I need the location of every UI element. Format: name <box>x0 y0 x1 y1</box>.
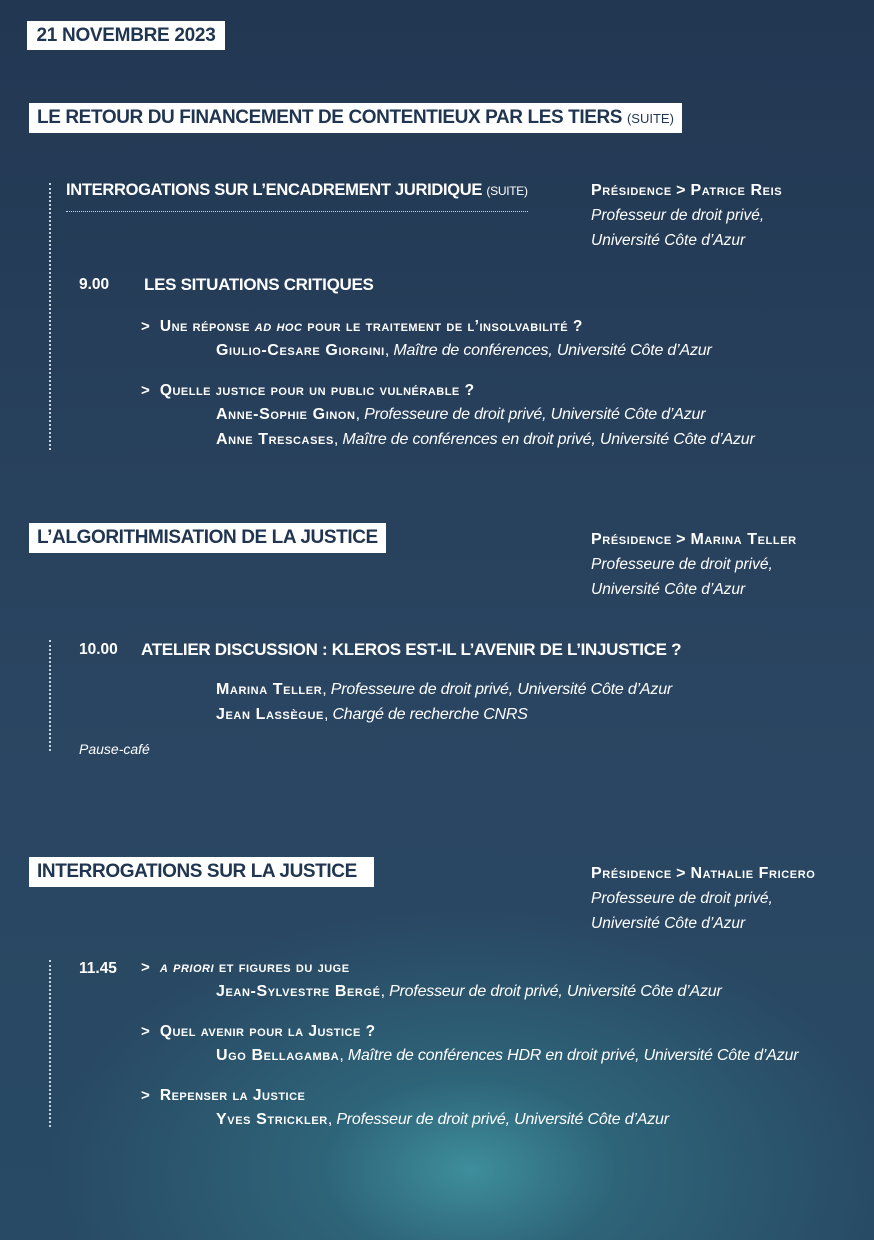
speaker-affiliation: Chargé de recherche CNRS <box>332 706 528 723</box>
speaker-affiliation: Maître de conférences, Université Côte d’Azur <box>393 342 712 359</box>
presidence-label: Présidence <box>591 865 672 882</box>
speaker-affiliation: Maître de conférences en droit privé, Université Côte d’Azur <box>342 431 755 448</box>
speaker-name: Anne Trescases <box>216 431 334 448</box>
subsection-title-text: INTERROGATIONS SUR L’ENCADREMENT JURIDIQUE <box>66 181 483 199</box>
section-2-timeline-line <box>49 640 51 751</box>
session-title: ATELIER DISCUSSION : KLEROS EST-IL L’AVENIR DE L’INJUSTICE ? <box>141 640 682 659</box>
speaker-separator: , <box>355 406 360 423</box>
speaker-name: Jean-Sylvestre Bergé <box>216 983 381 1000</box>
presidence-block-2 <box>591 527 797 602</box>
speaker-affiliation: Professeure de droit privé, Université Côte d’Azur <box>364 406 706 423</box>
speaker-separator: , <box>327 1111 333 1128</box>
section-3-timeline-line <box>49 960 51 1127</box>
presidence-arrow: > <box>676 182 687 199</box>
session-time: 10.00 <box>79 641 118 658</box>
subsection-title-suffix: (SUITE) <box>486 184 528 198</box>
section-title-financement <box>29 103 682 133</box>
speaker-name: Giulio-Cesare Giorgini <box>216 342 385 359</box>
speaker-separator: , <box>380 983 385 1000</box>
presidence-role: Professeur de droit privé, <box>591 207 765 224</box>
section-title-text: INTERROGATIONS SUR LA JUSTICE <box>37 861 357 882</box>
talk-title-part: Quel avenir pour la Justice ? <box>159 1023 376 1040</box>
speaker <box>216 706 528 724</box>
speaker <box>216 983 722 1001</box>
presidence-arrow: > <box>676 531 687 548</box>
speaker-separator: , <box>339 1047 344 1064</box>
speaker-name: Ugo Bellagamba <box>216 1047 340 1064</box>
speaker-separator: , <box>322 681 327 698</box>
speaker-separator: , <box>323 706 329 723</box>
arrow-icon: > <box>141 1087 151 1104</box>
speaker-name: Marina Teller <box>216 681 323 698</box>
speaker <box>216 342 712 360</box>
presidence-university: Université Côte d’Azur <box>591 581 746 598</box>
talk-title-part: pour le traitement de l’insolvabilité ? <box>307 318 583 335</box>
talk-title <box>141 382 475 400</box>
arrow-icon: > <box>141 318 151 335</box>
speaker-separator: , <box>333 431 339 448</box>
talk-title-italic: ad hoc <box>254 318 303 335</box>
presidence-university: Université Côte d’Azur <box>591 232 746 249</box>
speaker-affiliation: Maître de conférences HDR en droit privé, Université Côte d’Azur <box>347 1047 799 1064</box>
arrow-icon: > <box>141 1023 151 1040</box>
presidence-label: Présidence <box>591 182 672 199</box>
talk-title <box>141 318 583 336</box>
presidence-block-3 <box>591 861 815 936</box>
section-1-timeline-line <box>49 183 51 450</box>
presidence-role: Professeure de droit privé, <box>591 890 773 907</box>
pause-cafe: Pause-café <box>79 741 150 757</box>
talk-title-part: Repenser la Justice <box>159 1087 306 1104</box>
talk-title-part: Une réponse <box>159 318 250 335</box>
section-title-text: L’ALGORITHMISATION DE LA JUSTICE <box>37 527 378 548</box>
presidence-label: Présidence <box>591 531 672 548</box>
session-time: 11.45 <box>79 960 117 977</box>
session-time: 9.00 <box>79 276 110 293</box>
talk-title-part: et figures du juge <box>218 959 350 976</box>
talk-title <box>141 1087 305 1105</box>
speaker-name: Anne-Sophie Ginon <box>216 406 356 423</box>
speaker-affiliation: Professeur de droit privé, Université Côte d’Azur <box>336 1111 669 1128</box>
presidence-role: Professeure de droit privé, <box>591 556 773 573</box>
speaker-separator: , <box>384 342 390 359</box>
arrow-icon: > <box>141 959 151 976</box>
arrow-icon: > <box>141 382 151 399</box>
presidence-name: Nathalie Fricero <box>690 865 816 882</box>
talk-title <box>141 959 350 977</box>
talk-title-part: Quelle justice pour un public vulnérable ? <box>159 382 475 399</box>
presidence-block-1 <box>591 178 782 253</box>
speaker <box>216 406 705 424</box>
speaker <box>216 1047 798 1065</box>
date-badge: 21 NOVEMBRE 2023 <box>27 21 225 50</box>
speaker-name: Yves Strickler <box>216 1111 328 1128</box>
subsection-title <box>66 181 528 200</box>
talk-title-italic: a priori <box>159 959 215 976</box>
speaker-affiliation: Professeure de droit privé, Université Côte d’Azur <box>330 681 673 698</box>
presidence-name: Patrice Reis <box>690 182 783 199</box>
talk-title <box>141 1023 376 1041</box>
speaker <box>216 431 755 449</box>
speaker <box>216 1111 669 1129</box>
subsection-underline <box>66 211 528 212</box>
session-title: LES SITUATIONS CRITIQUES <box>144 275 374 294</box>
section-title-text: LE RETOUR DU FINANCEMENT DE CONTENTIEUX PAR LES TIERS <box>37 107 623 128</box>
speaker-affiliation: Professeur de droit privé, Université Côte d’Azur <box>389 983 722 1000</box>
presidence-name: Marina Teller <box>690 531 797 548</box>
section-title-algorithmisation <box>29 523 386 553</box>
presidence-university: Université Côte d’Azur <box>591 915 746 932</box>
presidence-arrow: > <box>676 865 687 882</box>
section-title-suffix: (SUITE) <box>626 111 674 126</box>
speaker-name: Jean Lassègue <box>216 706 324 723</box>
speaker <box>216 681 672 699</box>
section-title-interrogations-justice <box>29 857 374 887</box>
